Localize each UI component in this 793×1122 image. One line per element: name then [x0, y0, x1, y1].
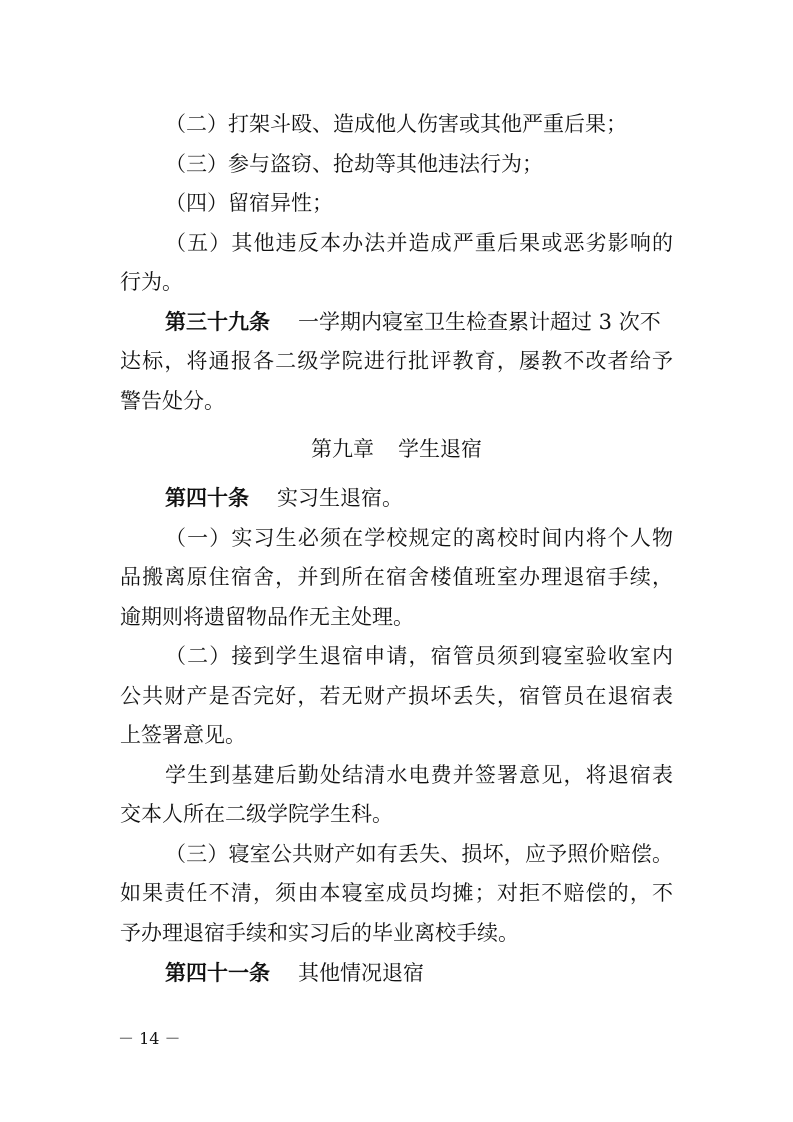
article-40-heading: 第四十条 [165, 486, 249, 510]
paragraph-4-line-3: 予办理退宿手续和实习后的毕业离校手续。 [120, 921, 519, 945]
item-five-line-2: 行为。 [120, 270, 183, 294]
item-two-line: （二）打架斗殴、造成他人伤害或其他严重后果； [165, 112, 627, 136]
paragraph-2-line-3: 上签署意见。 [120, 723, 246, 747]
article-41-heading: 第四十一条 [165, 961, 270, 985]
paragraph-1-line-2: 品搬离原住宿舍，并到所在宿舍楼值班室办理退宿手续， [120, 565, 673, 589]
article-41-text: 其他情况退宿 [298, 961, 424, 985]
article-39-text: 一学期内寝室卫生检查累计超过 3 次不 [298, 310, 661, 334]
item-five-line-1: （五）其他违反本办法并造成严重后果或恶劣影响的 [165, 231, 673, 255]
item-three-line: （三）参与盗窃、抢劫等其他违法行为； [165, 152, 543, 176]
item-four-line: （四）留宿异性； [165, 191, 333, 215]
page-number: － 14 － [118, 1029, 181, 1048]
article-39-first-line [165, 304, 793, 340]
article-39-line-3: 警告处分。 [120, 389, 225, 413]
paragraph-1-line-3: 逾期则将遗留物品作无主处理。 [120, 605, 414, 629]
article-39-line-2: 达标，将通报各二级学院进行批评教育，屡教不改者给予 [120, 349, 673, 373]
chapter-heading [0, 431, 793, 467]
paragraph-2-line-2: 公共财产是否完好，若无财产损坏丢失，宿管员在退宿表 [120, 684, 673, 708]
paragraph-4-line-2: 如果责任不清，须由本寝室成员均摊；对拒不赔偿的，不 [120, 881, 673, 905]
paragraph-3-line-2: 交本人所在二级学院学生科。 [120, 802, 393, 826]
article-40-text: 实习生退宿。 [277, 486, 403, 510]
chapter-title: 学生退宿 [398, 437, 482, 461]
chapter-number: 第九章 [311, 437, 374, 461]
paragraph-3-line-1: 学生到基建后勤处结清水电费并签署意见，将退宿表 [165, 763, 673, 787]
paragraph-4-line-1: （三）寝室公共财产如有丢失、损坏，应予照价赔偿。 [165, 842, 673, 866]
article-41-line [165, 955, 793, 991]
paragraph-1-line-1: （一）实习生必须在学校规定的离校时间内将个人物 [165, 526, 673, 550]
paragraph-2-line-1: （二）接到学生退宿申请，宿管员须到寝室验收室内 [165, 644, 673, 668]
article-39-heading: 第三十九条 [165, 310, 270, 334]
article-40-line [165, 480, 793, 516]
